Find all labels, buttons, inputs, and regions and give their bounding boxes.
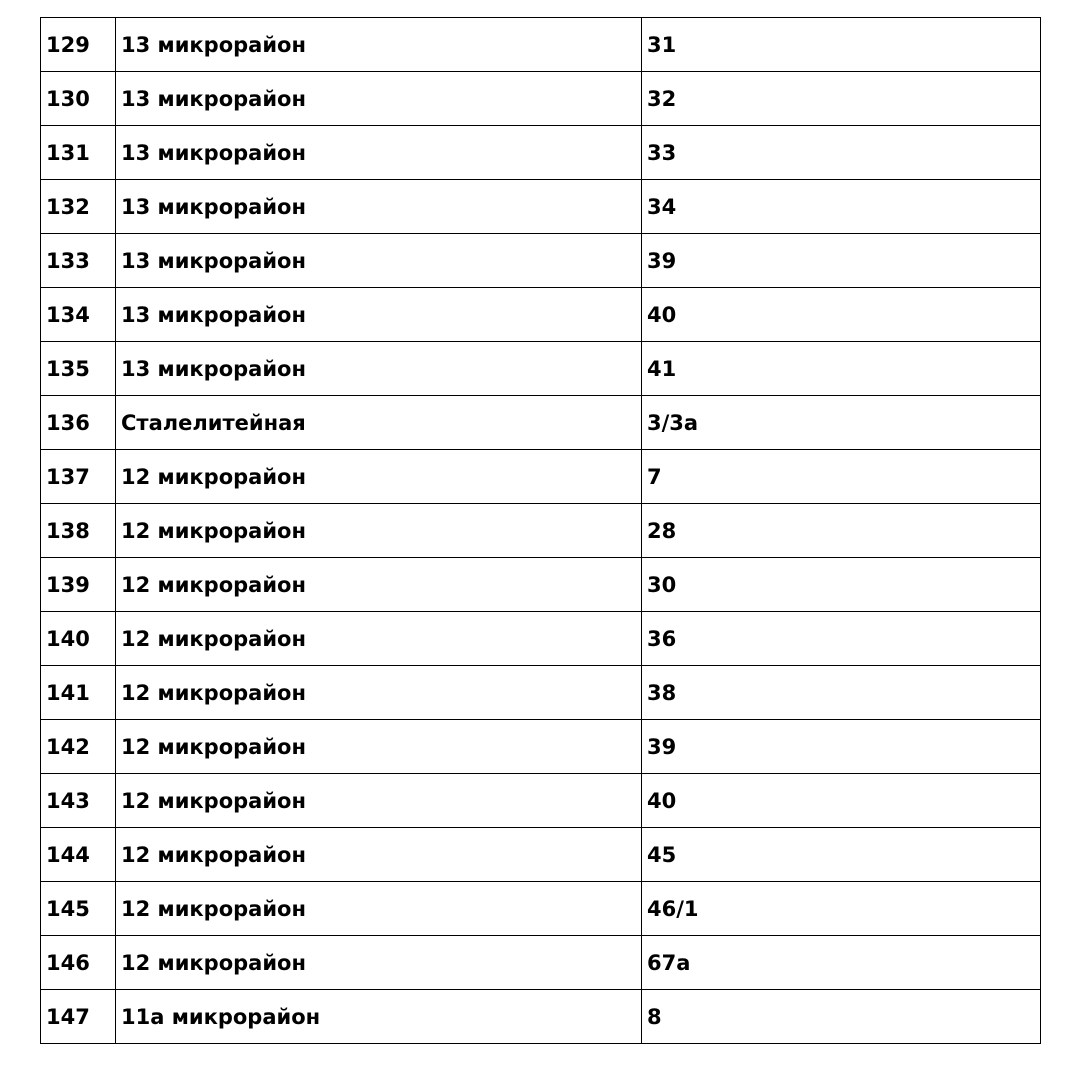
row-number-cell: 145 [41,882,116,936]
row-number-cell: 129 [41,18,116,72]
table-row [41,396,1041,450]
street-cell: Сталелитейная [116,396,642,450]
street-cell: 12 микрорайон [116,450,642,504]
table-row [41,936,1041,990]
table-row [41,990,1041,1044]
row-number-cell: 131 [41,126,116,180]
house-number-cell: 41 [642,342,1041,396]
table-row [41,828,1041,882]
row-number-cell: 138 [41,504,116,558]
house-number-cell: 33 [642,126,1041,180]
table-row [41,774,1041,828]
street-cell: 13 микрорайон [116,18,642,72]
street-cell: 11а микрорайон [116,990,642,1044]
row-number-cell: 130 [41,72,116,126]
street-cell: 12 микрорайон [116,936,642,990]
row-number-cell: 133 [41,234,116,288]
table-row [41,342,1041,396]
street-cell: 12 микрорайон [116,720,642,774]
house-number-cell: 40 [642,774,1041,828]
table-row [41,504,1041,558]
street-cell: 12 микрорайон [116,882,642,936]
house-number-cell: 36 [642,612,1041,666]
house-number-cell: 38 [642,666,1041,720]
table-row [41,126,1041,180]
street-cell: 12 микрорайон [116,612,642,666]
house-number-cell: 40 [642,288,1041,342]
table-row [41,558,1041,612]
street-cell: 12 микрорайон [116,774,642,828]
street-cell: 13 микрорайон [116,72,642,126]
row-number-cell: 144 [41,828,116,882]
house-number-cell: 32 [642,72,1041,126]
house-number-cell: 39 [642,720,1041,774]
house-number-cell: 31 [642,18,1041,72]
street-cell: 13 микрорайон [116,234,642,288]
address-table [40,17,1041,1044]
street-cell: 12 микрорайон [116,558,642,612]
table-row [41,18,1041,72]
house-number-cell: 46/1 [642,882,1041,936]
row-number-cell: 140 [41,612,116,666]
house-number-cell: 8 [642,990,1041,1044]
street-cell: 13 микрорайон [116,180,642,234]
table-row [41,72,1041,126]
row-number-cell: 146 [41,936,116,990]
table-row [41,666,1041,720]
house-number-cell: 39 [642,234,1041,288]
row-number-cell: 141 [41,666,116,720]
table-row [41,234,1041,288]
row-number-cell: 132 [41,180,116,234]
house-number-cell: 3/3а [642,396,1041,450]
row-number-cell: 136 [41,396,116,450]
row-number-cell: 142 [41,720,116,774]
house-number-cell: 30 [642,558,1041,612]
row-number-cell: 139 [41,558,116,612]
street-cell: 13 микрорайон [116,342,642,396]
row-number-cell: 135 [41,342,116,396]
table-row [41,450,1041,504]
street-cell: 12 микрорайон [116,666,642,720]
street-cell: 13 микрорайон [116,288,642,342]
street-cell: 12 микрорайон [116,828,642,882]
address-table-body [41,18,1041,1044]
row-number-cell: 147 [41,990,116,1044]
table-row [41,882,1041,936]
house-number-cell: 67а [642,936,1041,990]
street-cell: 12 микрорайон [116,504,642,558]
house-number-cell: 7 [642,450,1041,504]
table-row [41,612,1041,666]
table-row [41,720,1041,774]
house-number-cell: 34 [642,180,1041,234]
row-number-cell: 143 [41,774,116,828]
house-number-cell: 28 [642,504,1041,558]
row-number-cell: 134 [41,288,116,342]
table-row [41,180,1041,234]
street-cell: 13 микрорайон [116,126,642,180]
row-number-cell: 137 [41,450,116,504]
table-row [41,288,1041,342]
house-number-cell: 45 [642,828,1041,882]
